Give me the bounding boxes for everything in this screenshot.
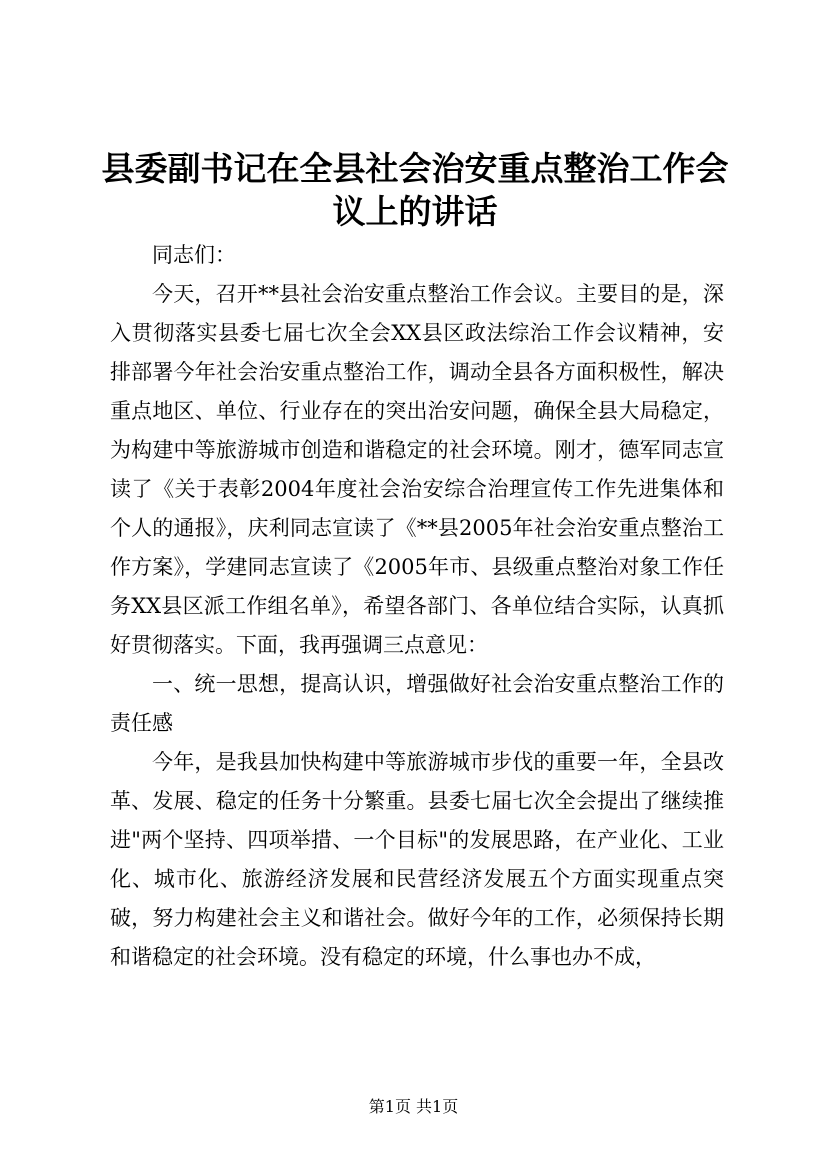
greeting-paragraph: 同志们： xyxy=(152,243,236,267)
page-number-footer: 第1页 共1页 xyxy=(368,1097,459,1116)
section-heading-one: 一、统一思想，提高认识，增强做好社会治安重点整治工作的责任感 xyxy=(110,672,724,735)
document-body xyxy=(110,236,724,977)
document-title: 县委副书记在全县社会治安重点整治工作会议上的讲话 xyxy=(101,149,729,231)
body-paragraph-section-one: 今年，是我县加快构建中等旅游城市步伐的重要一年，全县改革、发展、稳定的任务十分繁重。县委七届七次全会提出了继续推进"两个坚持、四项举措、一个目标"的发展思路，在产业化、工业化、城市化、旅游经济发展和民营经济发展五个方面实现重点突破，努力构建社会主义和谐社会。做好今年的工作，必须保持长期和谐稳定的社会环境。没有稳定的环境，什么事也办不成， xyxy=(110,750,724,969)
body-paragraph-intro: 今天，召开**县社会治安重点整治工作会议。主要目的是，深入贯彻落实县委七届七次全会XX县区政法综治工作会议精神，安排部署今年社会治安重点整治工作，调动全县各方面积极性，解决重点地区、单位、行业存在的突出治安问题，确保全县大局稳定，为构建中等旅游城市创造和谐稳定的社会环境。刚才，德军同志宣读了《关于表彰2004年度社会治安综合治理宣传工作先进集体和个人的通报》，庆利同志宣读了《**县2005年社会治安重点整治工作方案》，学建同志宣读了《2005年市、县级重点整治对象工作任务XX县区派工作组名单》，希望各部门、各单位结合实际，认真抓好贯彻落实。下面，我再强调三点意见： xyxy=(110,282,724,657)
